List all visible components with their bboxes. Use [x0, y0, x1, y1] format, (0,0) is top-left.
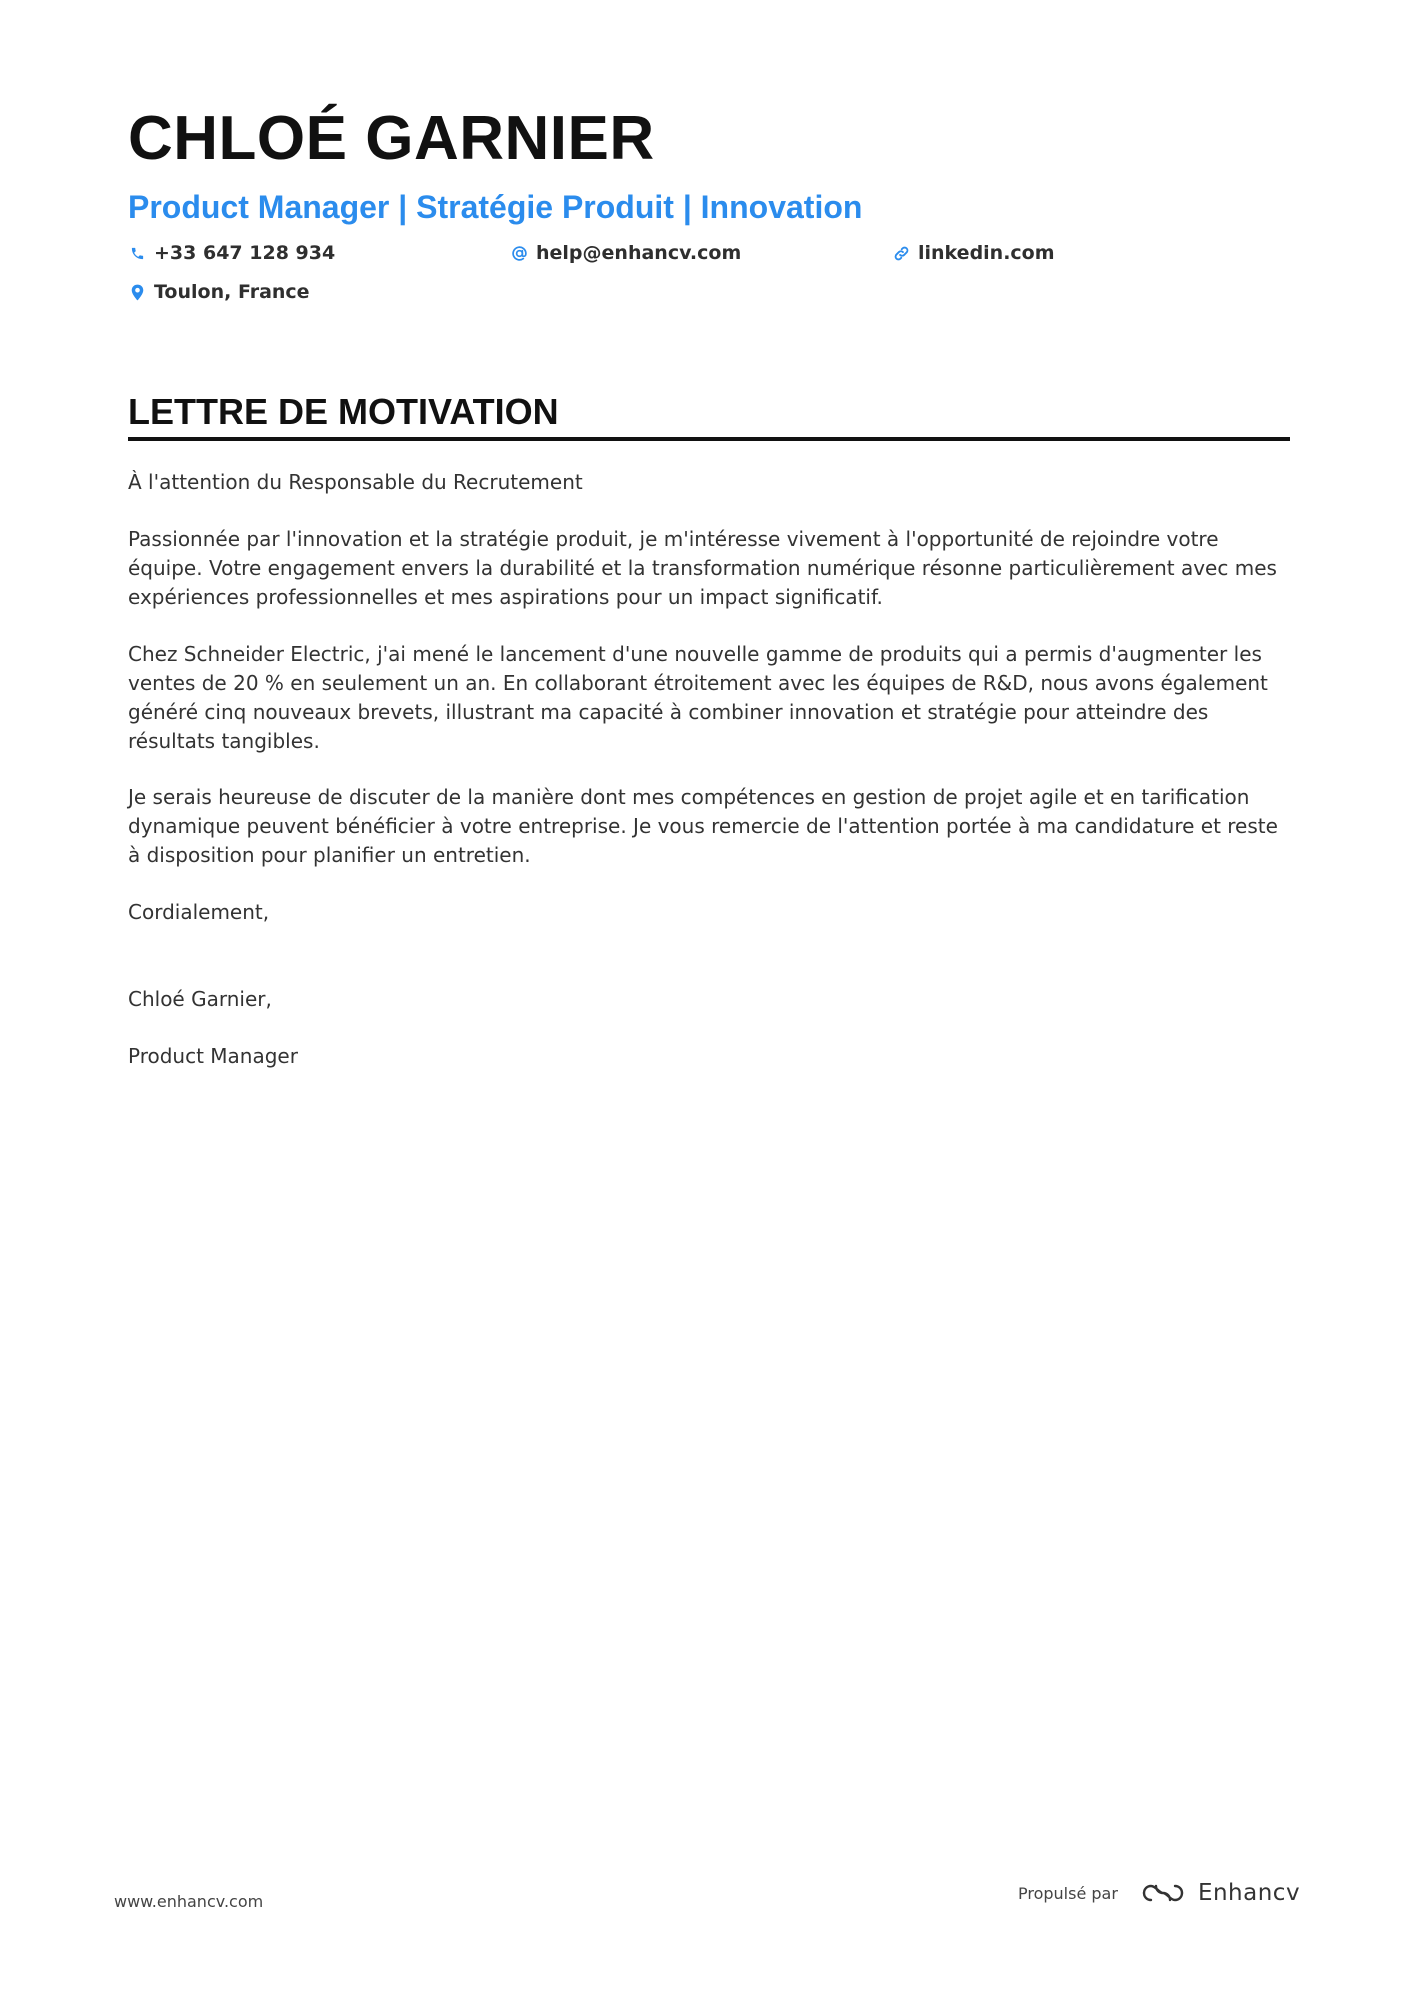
letter-paragraph: Je serais heureuse de discuter de la manière dont mes compétences en gestion de projet agile et en tarification dynamique peuvent bénéficier à votre entreprise. Je vous remercie de l'attention portée à ma candidature et reste à disposition pour planifier un entretien.	[128, 785, 1278, 867]
at-icon	[510, 244, 528, 262]
email-text[interactable]: help@enhancv.com	[536, 242, 742, 264]
map-pin-icon	[128, 283, 146, 301]
contact-link	[892, 242, 1055, 264]
section-title: LETTRE DE MOTIVATION	[128, 391, 559, 432]
candidate-name: CHLOÉ GARNIER	[128, 104, 655, 173]
brand-name: Enhancv	[1197, 1880, 1301, 1906]
letter-signature: Chloé Garnier,	[128, 987, 272, 1011]
phone-text: +33 647 128 934	[154, 242, 336, 264]
contact-location	[128, 281, 310, 303]
location-text: Toulon, France	[154, 281, 310, 303]
footer-branding	[1018, 1880, 1300, 1906]
phone-icon	[128, 244, 146, 262]
letter-paragraph: Passionnée par l'innovation et la stratégie produit, je m'intéresse vivement à l'opportunité de rejoindre votre équipe. Votre engagement envers la durabilité et la transformation numérique résonne particulièrement avec mes expériences professionnelles et mes aspirations pour un impact significatif.	[128, 527, 1277, 609]
letter-signature-role: Product Manager	[128, 1044, 298, 1068]
powered-by-label: Propulsé par	[1018, 1883, 1118, 1903]
section-divider	[128, 437, 1290, 441]
letter-paragraph: Chez Schneider Electric, j'ai mené le lancement d'une nouvelle gamme de produits qui a permis d'augmenter les ventes de 20 % en seulement un an. En collaborant étroitement avec les équipes de R&D, nous avons également généré cinq nouveaux brevets, illustrant ma capacité à combiner innovation et stratégie pour atteindre des résultats tangibles.	[128, 642, 1268, 753]
letter-closing: Cordialement,	[128, 900, 270, 924]
letter-salutation: À l'attention du Responsable du Recrutement	[128, 470, 583, 494]
link-icon	[892, 244, 910, 262]
contact-email	[510, 242, 741, 264]
enhancv-logo-icon	[1140, 1880, 1186, 1906]
footer-website[interactable]: www.enhancv.com	[114, 1892, 264, 1911]
contact-phone	[128, 242, 335, 264]
link-text[interactable]: linkedin.com	[918, 242, 1055, 264]
candidate-headline: Product Manager | Stratégie Produit | Innovation	[128, 189, 863, 225]
